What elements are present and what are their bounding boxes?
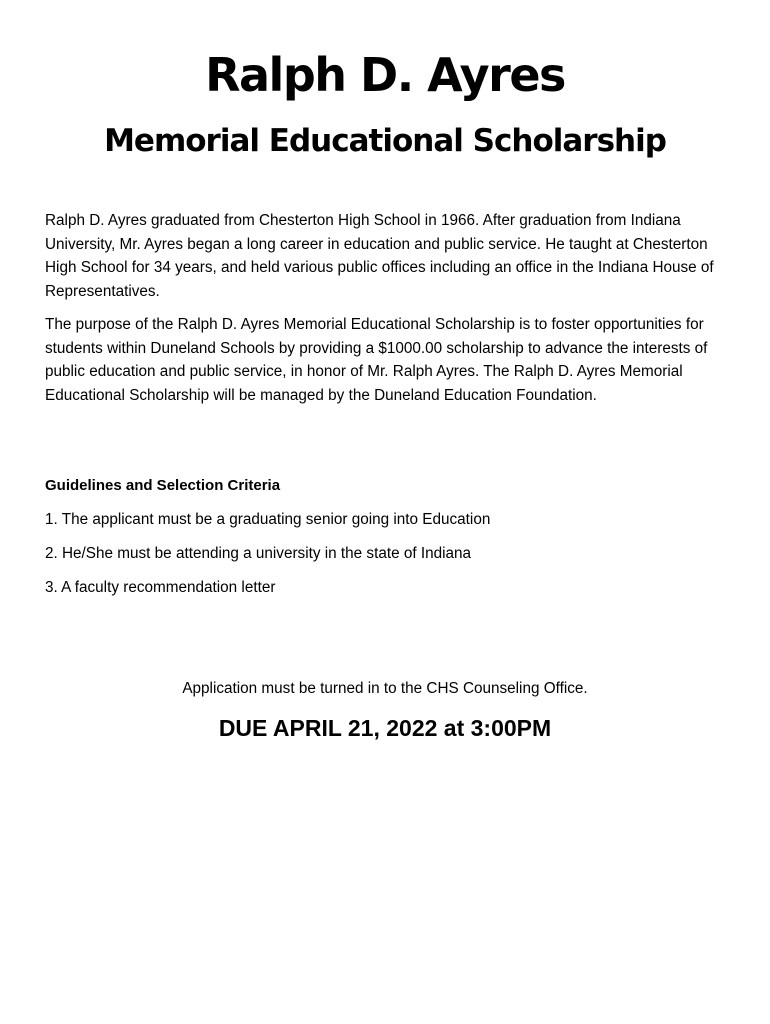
criteria-item: 3. A faculty recommendation letter	[45, 579, 276, 596]
document-subtitle: Memorial Educational Scholarship	[104, 123, 666, 159]
submission-note: Application must be turned in to the CHS Counseling Office.	[182, 680, 588, 697]
criteria-list	[45, 509, 490, 611]
purpose-paragraph: The purpose of the Ralph D. Ayres Memorial Educational Scholarship is to foster opportunities for students within Duneland Schools by providing a $1000.00 scholarship to advance the interests of public education and public service, in honor of Mr. Ralph Ayres. The Ralph D. Ayres Memorial Educational Scholarship will be managed by the Duneland Education Foundation.	[45, 316, 708, 404]
due-date: DUE APRIL 21, 2022 at 3:00PM	[218, 715, 552, 741]
intro-paragraph: Ralph D. Ayres graduated from Chesterton High School in 1966. After graduation from Indiana University, Mr. Ayres began a long career in education and public service. He taught at Chesterton High School for 34 years, and held various public offices including an office in the Indiana House of Representatives.	[45, 212, 714, 300]
document-title: Ralph D. Ayres	[205, 48, 565, 102]
criteria-item: 1. The applicant must be a graduating senior going into Education	[45, 511, 491, 528]
guidelines-heading: Guidelines and Selection Criteria	[45, 477, 281, 494]
criteria-item: 2. He/She must be attending a university in the state of Indiana	[45, 545, 472, 562]
